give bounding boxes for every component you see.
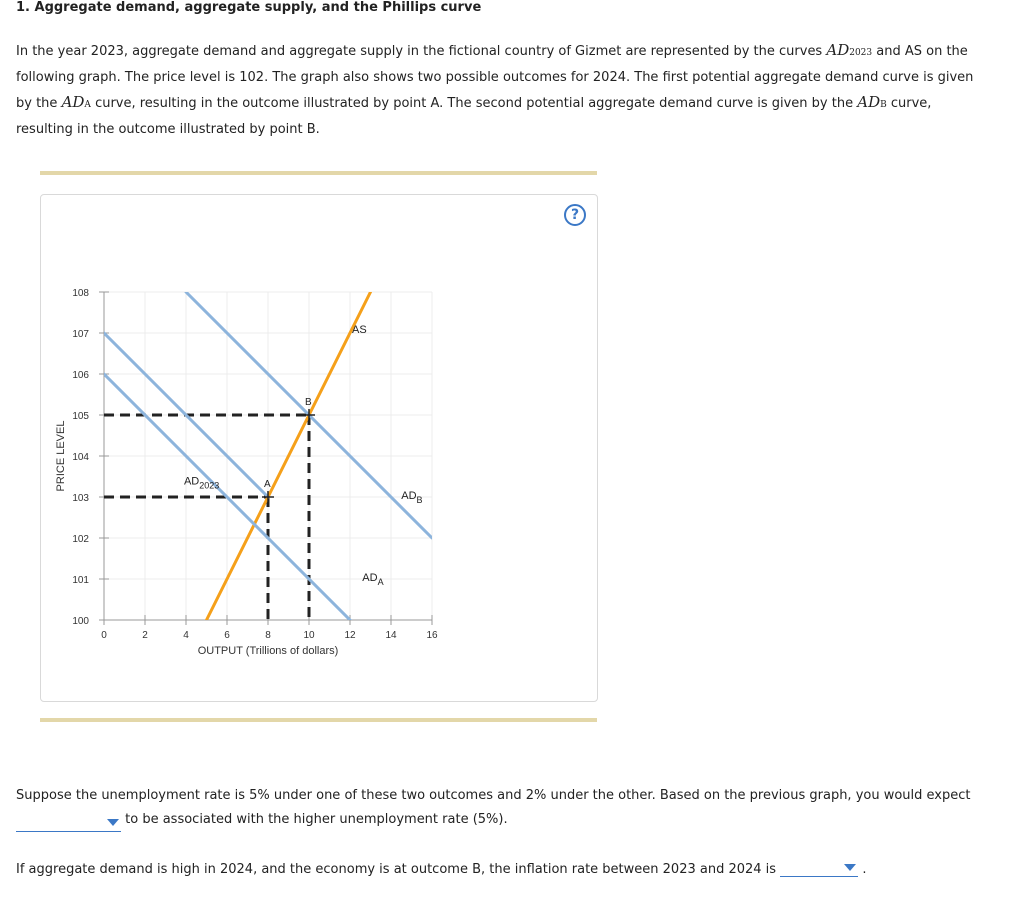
y-tick-label: 101 — [72, 575, 89, 586]
ad2023-symbol: AD2023 — [826, 41, 873, 59]
x-tick-label: 16 — [426, 630, 438, 641]
y-tick-label: 102 — [72, 534, 89, 545]
top-divider — [40, 171, 597, 175]
curve-label-ada: $AD_A$ — [362, 572, 384, 588]
y-tick-label: 103 — [72, 493, 89, 504]
adb-symbol: ADB — [857, 93, 887, 111]
intro-text-1: In the year 2023, aggregate demand and aggregate supply in the fictional country of Gizmet are represented by the curves — [16, 44, 823, 59]
x-tick-label: 4 — [183, 630, 189, 641]
q1-text-after: to be associated with the higher unemployment rate (5%). — [125, 812, 508, 827]
question-title: 1. Aggregate demand, aggregate supply, and the Phillips curve — [16, 0, 482, 15]
intro-text-2: and AS on the following graph. The price level is 102. The graph also shows two possible outcomes for 2024. The first potential aggregate demand curve is given by the — [16, 44, 974, 111]
x-axis-title: OUTPUT (Trillions of dollars) — [197, 645, 339, 657]
x-tick-label: 2 — [142, 630, 148, 641]
y-tick-label: 106 — [72, 370, 89, 381]
x-tick-label: 12 — [344, 630, 356, 641]
x-tick-label: 10 — [303, 630, 315, 641]
q1-dropdown[interactable] — [16, 813, 121, 832]
q2-dropdown-arrow-icon — [844, 864, 856, 871]
ada-symbol: ADA — [61, 93, 91, 111]
q2-dropdown[interactable] — [780, 858, 858, 877]
question-1 — [16, 784, 996, 832]
y-axis-title: PRICE LEVEL — [55, 420, 67, 492]
q2-text-after: . — [862, 862, 867, 877]
bottom-divider — [40, 718, 597, 722]
y-tick-label: 104 — [72, 452, 89, 463]
q2-text-before: If aggregate demand is high in 2024, and the economy is at outcome B, the inflation rate between 2023 and 2024 is — [16, 862, 777, 877]
x-tick-label: 8 — [265, 630, 271, 641]
curve-label-as: AS — [352, 324, 367, 336]
question-intro — [16, 38, 976, 142]
curve-ada — [104, 374, 391, 661]
point-a-label: A — [264, 479, 271, 490]
graph-panel — [40, 194, 598, 702]
point-b-label: B — [305, 397, 312, 408]
x-tick-label: 14 — [385, 630, 397, 641]
help-icon[interactable]: ? — [564, 204, 586, 226]
x-tick-label: 6 — [224, 630, 230, 641]
y-tick-label: 105 — [72, 411, 89, 422]
y-tick-label: 107 — [72, 329, 89, 340]
question-2 — [16, 858, 866, 877]
intro-text-4: curve, resulting in the outcome illustrated by point B. — [16, 96, 932, 137]
y-tick-label: 100 — [72, 616, 89, 627]
curve-label-ad2023: $AD_{2023}$ — [183, 475, 220, 491]
curve-label-adb: $AD_B$ — [401, 490, 423, 506]
intro-text-3: curve, resulting in the outcome illustrated by point A. The second potential aggregate demand curve is given by the — [95, 96, 854, 111]
q1-dropdown-arrow-icon — [107, 819, 119, 826]
q1-text-before: Suppose the unemployment rate is 5% under one of these two outcomes and 2% under the other. Based on the previous graph, you would expect — [16, 788, 971, 803]
x-tick-label: 0 — [101, 630, 107, 641]
chart — [41, 195, 597, 701]
y-tick-label: 108 — [72, 288, 89, 299]
